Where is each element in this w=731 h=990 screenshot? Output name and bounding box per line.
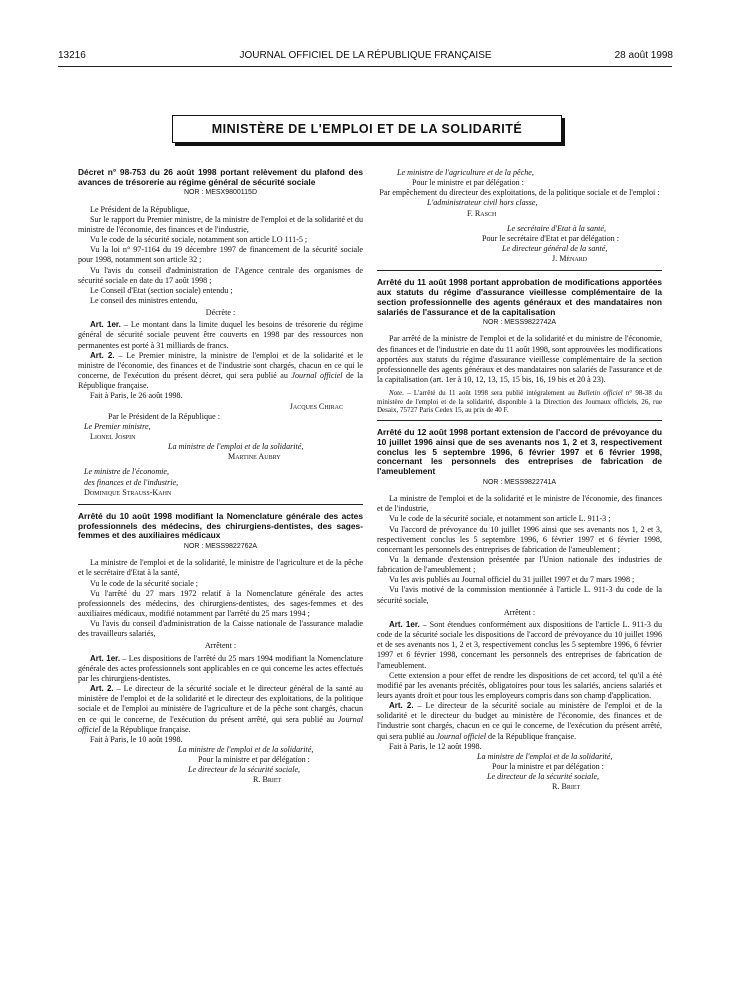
par-le-president: Par le Président de la République : xyxy=(108,411,220,421)
act-title: Décret n° 98-753 du 26 août 1998 portant relèvement du plafond des avances de trésorerie au régime général de sécurité sociale xyxy=(78,167,363,187)
article xyxy=(78,684,363,735)
paragraph: Vu l'avis du conseil d'administration de l'Agence centrale des organismes de sécurité sociale en date du 17 août 1998 ; xyxy=(78,265,363,285)
paragraph: Vu la loi n° 97-1164 du 19 décembre 1997 de financement de la sécurité sociale pour 1998, notamment son article 32 ; xyxy=(78,245,363,265)
article-label: Art. 1er. xyxy=(90,320,121,330)
article xyxy=(78,654,363,684)
ministry-heading: MINISTÈRE DE L'EMPLOI ET DE LA SOLIDARITÉ xyxy=(172,115,562,143)
nor-reference: NOR : MESX9800115D xyxy=(183,189,257,197)
paragraph: Le conseil des ministres entendu, xyxy=(90,295,198,305)
article-text: – Sont étendues conformément aux dispositions de l'article L. 911-3 du code de la sécurité sociale les dispositions de l'accord de prévoyance du 10 juillet 1996 et de ses avenants nos 1, 2 et 3, respectivement conclus les 5 septembre 1996, 6 février 1997 et 6 février 1998, concernant les personnels des entreprises de fabrication de l'ameublement. xyxy=(377,619,663,670)
journal-officiel-ref: Journal officiel xyxy=(78,714,363,734)
article-label: Art. 2. xyxy=(90,350,115,360)
signatory-title: Le ministre de l'agriculture et de la pêche, xyxy=(397,168,534,177)
arrete-12-aout-1998 xyxy=(377,428,662,792)
paragraph: Vu l'avis du conseil d'administration de la Caisse nationale de l'assurance maladie des travailleurs salariés, xyxy=(78,619,363,639)
section-divider xyxy=(377,420,662,421)
signature-president: Jacques Chirac xyxy=(289,401,343,411)
signatory-title: La ministre de l'emploi et de la solidarité, xyxy=(178,745,314,755)
done-at: Fait à Paris, le 26 août 1998. xyxy=(90,391,183,401)
right-column xyxy=(377,168,662,793)
journal-officiel-ref: Journal officiel xyxy=(291,371,343,381)
signatory-name: Dominique Strauss-Kahn xyxy=(84,487,172,497)
article xyxy=(78,351,363,392)
section-divider xyxy=(78,504,363,505)
arretent-heading: Arrêtent : xyxy=(204,641,237,651)
section-divider xyxy=(377,270,662,271)
note-text: – L'arrêté du 11 août 1998 sera publié intégralement au xyxy=(403,389,578,398)
arrete-10-aout-1998 xyxy=(78,512,363,786)
arrete-11-aout-1998 xyxy=(377,278,662,414)
note-text: n° 98-38 du ministère de l'emploi et de la solidarité, disponible à la Direction des Journaux officiels, 26, rue Desaix, 75727 Paris Cedex 15, au prix de 40 F. xyxy=(377,389,662,414)
decret-98-753 xyxy=(78,168,363,498)
arretent-heading: Arrêtent : xyxy=(503,607,536,617)
article-label: Art. 1er. xyxy=(389,619,420,629)
nor-reference: NOR : MESS9822742A xyxy=(482,319,557,327)
page-number: 13216 xyxy=(58,50,86,61)
paragraph: Le Président de la République, xyxy=(90,204,190,214)
article-text: – Le Premier ministre, la ministre de l'emploi et de la solidarité et le ministre de l'économie, des finances et de l'industrie sont chargés, chacun en ce qui le concerne, de l'exécution du présent décret, qui sera publié au xyxy=(78,350,364,381)
signatory-title: Le directeur de la sécurité sociale, xyxy=(487,772,600,782)
signatory-title: Le directeur général de la santé, xyxy=(502,244,608,254)
done-at: Fait à Paris, le 10 août 1998. xyxy=(90,734,183,744)
signatory-name: J. Ménard xyxy=(552,254,588,264)
signatory-title: Le ministre de l'économie, xyxy=(84,467,170,477)
article-text: – Le directeur de la sécurité sociale au ministère de l'emploi et de la solidarité et le directeur du budget au ministère de l'économie, des finances et de l'industrie sont chargés, chacun en ce qui le concerne, de l'exécution du présent arrêté, qui sera publié au xyxy=(377,701,663,741)
journal-officiel-ref: Journal officiel xyxy=(436,731,487,741)
publication-note xyxy=(377,389,662,414)
journal-title: JOURNAL OFFICIEL DE LA RÉPUBLIQUE FRANÇAISE xyxy=(239,50,492,61)
delegation-line: Pour le secrétaire d'Etat et par délégation : xyxy=(482,233,619,243)
act-title: Arrêté du 12 août 1998 portant extension de l'accord de prévoyance du 10 juillet 1996 ainsi que de ses avenants nos 1, 2 et 3, respectivement conclus les 5 septembre 1996, 6 février 1997 et 6 février 1998, concernant les personnels des entreprises de fabrication de l'ameublement xyxy=(377,427,662,477)
paragraph: Par arrêté de la ministre de l'emploi et de la solidarité et du ministre de l'économie, des finances et de l'industrie en date du 11 août 1998, sont approuvées les modifications apportées aux statuts du régime d'assurance vieillesse complémentaire de la section professionnelle des agents généraux et des mandataires non salariés de l'assurance et de la capitalisation (art. 1er à 10, 12, 13, 15, 15 bis, 16, 19 bis et 20 à 23). xyxy=(377,334,662,384)
paragraph: Vu le code de la sécurité sociale, et notamment son article L. 911-3 ; xyxy=(389,514,611,524)
article-text: de la République française. xyxy=(100,724,191,734)
delegation-line: Pour le ministre et par délégation : xyxy=(412,178,524,188)
article-text: – Les dispositions de l'arrêté du 25 mars 1994 modifiant la Nomenclature générale des actes professionnels sont applicables en ce qui concerne les actes effectués par les chirurgiens-dentistes. xyxy=(78,653,363,683)
paragraph: Vu le code de la sécurité sociale, notamment son article LO 111-5 ; xyxy=(90,235,308,245)
signatory-title: La ministre de l'emploi et de la solidarité, xyxy=(168,442,304,452)
decrete-heading: Décrète : xyxy=(205,308,236,318)
arrete-10-aout-1998-continued xyxy=(377,168,662,264)
paragraph: Vu l'avis motivé de la commission mentionnée à l'article L. 911-3 du code de la sécurité sociale, xyxy=(377,585,662,605)
delegation-line: Par empêchement du directeur des exploitations, de la politique sociale et de l'emploi : xyxy=(379,188,660,198)
signatory-name: F. Rasch xyxy=(467,208,497,218)
article xyxy=(377,701,662,742)
paragraph: Vu la demande d'extension présentée par l'Union nationale des industries de fabrication de l'ameublement ; xyxy=(377,554,662,575)
paragraph: Vu le code de la sécurité sociale ; xyxy=(90,578,199,588)
paragraph: Sur le rapport du Premier ministre, de la ministre de l'emploi et de la solidarité et du ministre de l'économie, des finances et de l'industrie, xyxy=(78,214,363,234)
paragraph: La ministre de l'emploi et de la solidarité et le ministre de l'économie, des finances et de l'industrie, xyxy=(377,494,662,514)
delegation-line: Pour la ministre et par délégation : xyxy=(198,755,310,765)
article-label: Art. 2. xyxy=(389,701,414,711)
nor-reference: NOR : MESS9822762A xyxy=(183,543,258,551)
signatory-title: des finances et de l'industrie, xyxy=(84,477,179,487)
signatory-title: L'administrateur civil hors classe, xyxy=(427,198,538,208)
left-column xyxy=(78,168,363,786)
signatory-name: R. Briet xyxy=(253,775,282,785)
paragraph: Vu l'arrêté du 27 mars 1972 relatif à la Nomenclature générale des actes professionnels des médecins, des chirurgiens-dentistes, des sages-femmes et des auxiliaires médicaux, modifié notamment par l'arrêté du 25 mars 1994 ; xyxy=(78,588,363,618)
delegation-line: Pour la ministre et par délégation : xyxy=(492,762,604,772)
note-label: Note. xyxy=(389,389,404,398)
paragraph: Le Conseil d'Etat (section sociale) entendu ; xyxy=(90,285,233,295)
act-title: Arrêté du 10 août 1998 modifiant la Nomenclature générale des actes professionnels des médecins, des chirurgiens-dentistes, des sages-femmes et des auxiliaires médicaux xyxy=(78,510,363,541)
paragraph: Vu les avis publiés au Journal officiel du 31 juillet 1997 et du 7 mars 1998 ; xyxy=(389,575,635,585)
article-text: de la République française. xyxy=(78,371,363,391)
act-title: Arrêté du 11 août 1998 portant approbation de modifications apportées aux statuts du régime d'assurance vieillesse complémentaire de la section professionnelle des agents généraux et des mandataires non salariés de l'assurance et de la capitalisation xyxy=(377,277,662,317)
article-text: – Le directeur de la sécurité sociale et le directeur général de la santé au ministère de l'emploi et de la solidarité et le directeur des exploitations, de la politique sociale et de l'emploi au ministère de l'agriculture et de la pêche sont chargés, chacun en ce qui le concerne, de l'exécution du présent arrêté, qui sera publié au xyxy=(78,684,363,724)
nor-reference: NOR : MESS9822741A xyxy=(482,478,557,486)
article-text: – Le montant dans la limite duquel les besoins de trésorerie du régime général de sécurité sociale peuvent être couverts en 1998 par des ressources non permanentes est porté à 31 milliards de francs. xyxy=(78,320,363,350)
article xyxy=(78,320,363,350)
signatory-name: Martine Aubry xyxy=(228,452,281,462)
paragraph: Vu l'accord de prévoyance du 10 juillet 1996 ainsi que ses avenants nos 1, 2 et 3, respectivement conclus les 5 septembre 1996, 6 février 1997 et 6 février 1998, concernant les personnels des entreprises de fabrication de l'ameublement ; xyxy=(377,524,662,554)
signatory-title: La ministre de l'emploi et de la solidarité, xyxy=(477,751,613,761)
paragraph: La ministre de l'emploi et de la solidarité, le ministre de l'agriculture et de la pêche et le secrétaire d'Etat à la santé, xyxy=(78,558,363,578)
header-rule xyxy=(58,66,672,67)
paragraph: Cette extension a pour effet de rendre les dispositions de cet accord, tel qu'il a été modifié par les avenants précités, obligatoires pour tous les salariés, anciens salariés et leurs ayants droit et pour tous les employeurs compris dans son champ d'application. xyxy=(377,670,662,701)
article-label: Art. 2. xyxy=(90,684,114,694)
issue-date: 28 août 1998 xyxy=(614,50,673,61)
signatory-title: Le secrétaire d'Etat à la santé, xyxy=(507,223,606,233)
signatory-title: Le directeur de la sécurité sociale, xyxy=(188,765,301,775)
article xyxy=(377,620,662,671)
article-text: de la République française. xyxy=(486,731,577,741)
done-at: Fait à Paris, le 12 août 1998. xyxy=(389,741,482,751)
signatory-name: Lionel Jospin xyxy=(90,432,136,441)
signatory-title: Le Premier ministre, xyxy=(84,421,151,431)
bulletin-officiel-ref: Bulletin officiel xyxy=(577,389,623,398)
page-header xyxy=(0,50,731,66)
article-label: Art. 1er. xyxy=(90,653,121,663)
signatory-name: R. Briet xyxy=(552,782,581,792)
